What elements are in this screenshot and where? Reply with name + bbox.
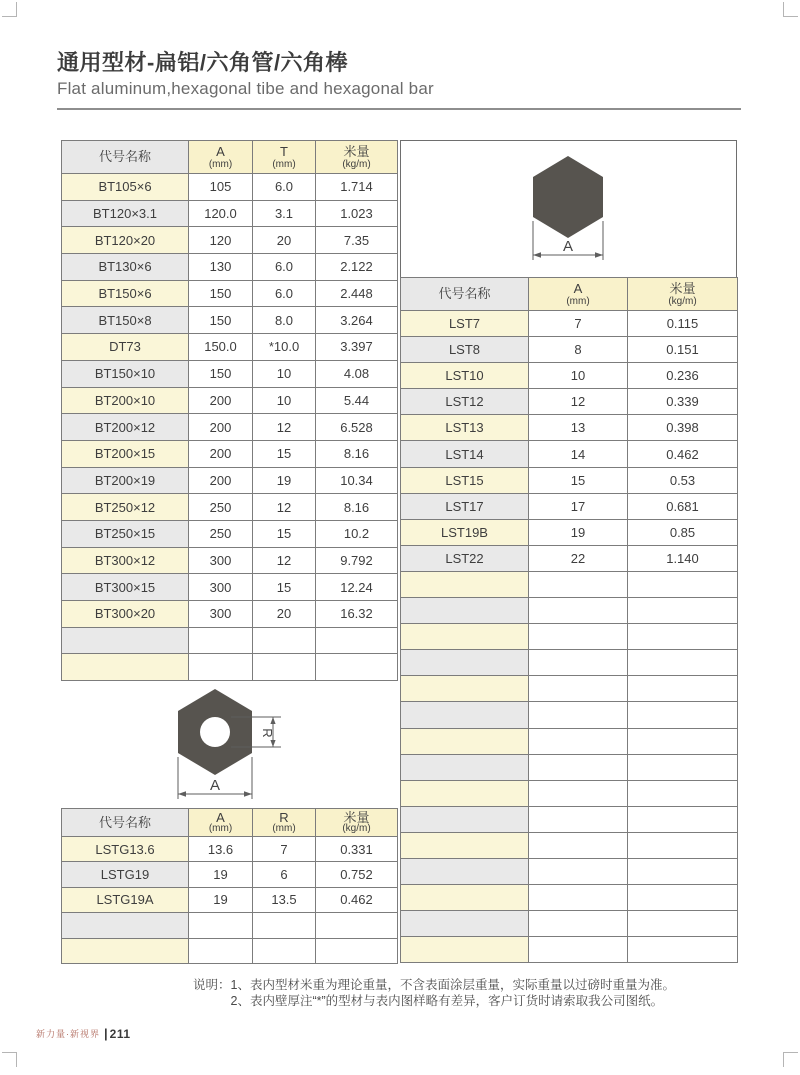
spec-value-cell — [628, 806, 738, 832]
spec-value-cell — [253, 938, 316, 963]
spec-value-cell: 15 — [253, 520, 316, 547]
spec-value-cell: 0.236 — [628, 363, 738, 389]
corner-mark-top-right — [783, 2, 798, 17]
spec-value-cell: 0.462 — [628, 441, 738, 467]
hexagon-bar-shape — [533, 156, 603, 238]
spec-value-cell: 19 — [189, 862, 253, 887]
spec-value-cell: *10.0 — [253, 334, 316, 361]
spec-value-cell — [628, 728, 738, 754]
spec-code-cell — [62, 913, 189, 938]
spec-value-cell: 19 — [189, 887, 253, 912]
hex-tube-diagram — [60, 682, 395, 806]
spec-value-cell — [316, 627, 398, 654]
column-header-a: A (mm) — [189, 809, 253, 837]
table-row — [401, 676, 738, 702]
spec-code-cell: LST10 — [401, 363, 529, 389]
spec-value-cell: 120.0 — [189, 200, 253, 227]
spec-code-cell: LST19B — [401, 519, 529, 545]
spec-code-cell — [401, 598, 529, 624]
spec-code-cell — [401, 676, 529, 702]
spec-value-cell — [189, 627, 253, 654]
spec-value-cell — [628, 885, 738, 911]
column-header-weight: 米量 (kg/m) — [628, 278, 738, 311]
spec-code-cell: LSTG13.6 — [62, 837, 189, 862]
column-header-code: 代号名称 — [62, 809, 189, 837]
spec-value-cell: 0.115 — [628, 311, 738, 337]
spec-value-cell — [628, 676, 738, 702]
table-row — [401, 467, 738, 493]
spec-code-cell: BT120×20 — [62, 227, 189, 254]
spec-code-cell — [62, 654, 189, 681]
spec-value-cell: 19 — [253, 467, 316, 494]
column-header-t: T (mm) — [253, 141, 316, 174]
spec-value-cell: 7 — [529, 311, 628, 337]
table-row — [401, 754, 738, 780]
spec-value-cell: 19 — [529, 519, 628, 545]
column-header-weight: 米量 (kg/m) — [316, 141, 398, 174]
spec-value-cell: 105 — [189, 174, 253, 201]
spec-value-cell: 200 — [189, 387, 253, 414]
spec-value-cell — [628, 937, 738, 963]
note-line-1: 1、表内型材米重为理论重量，不含表面涂层重量，实际重量以过磅时重量为准。 — [230, 978, 675, 992]
table-row — [62, 913, 398, 938]
table-row — [401, 702, 738, 728]
spec-code-cell: BT200×12 — [62, 414, 189, 441]
spec-value-cell — [529, 832, 628, 858]
spec-value-cell — [529, 598, 628, 624]
column-header-a: A (mm) — [529, 278, 628, 311]
spec-value-cell — [529, 754, 628, 780]
spec-value-cell: 15 — [529, 467, 628, 493]
column-header-r: R (mm) — [253, 809, 316, 837]
spec-value-cell: 300 — [189, 574, 253, 601]
table-row — [62, 467, 398, 494]
dimension-label-r: R — [260, 728, 275, 738]
spec-value-cell: 13.6 — [189, 837, 253, 862]
spec-value-cell: 15 — [253, 440, 316, 467]
table-row — [401, 519, 738, 545]
tube-hole — [200, 717, 230, 747]
spec-value-cell: 0.462 — [316, 887, 398, 912]
spec-code-cell: LSTG19 — [62, 862, 189, 887]
spec-code-cell: BT150×10 — [62, 360, 189, 387]
table-row — [62, 547, 398, 574]
table-row — [401, 911, 738, 937]
spec-value-cell: 22 — [529, 545, 628, 571]
spec-value-cell: 6.0 — [253, 280, 316, 307]
page-number: 211 — [109, 1026, 131, 1041]
spec-value-cell — [529, 780, 628, 806]
table-row — [401, 806, 738, 832]
table-row — [62, 601, 398, 628]
table-row — [62, 280, 398, 307]
table-row — [401, 858, 738, 884]
spec-value-cell: 10 — [253, 387, 316, 414]
spec-value-cell: 13.5 — [253, 887, 316, 912]
spec-value-cell — [529, 571, 628, 597]
spec-value-cell: 0.339 — [628, 389, 738, 415]
spec-value-cell — [316, 913, 398, 938]
spec-value-cell — [628, 832, 738, 858]
spec-value-cell — [628, 598, 738, 624]
notes-label: 说明： — [193, 978, 231, 992]
spec-value-cell: 200 — [189, 414, 253, 441]
spec-value-cell: 0.752 — [316, 862, 398, 887]
table-row — [62, 387, 398, 414]
spec-value-cell: 2.448 — [316, 280, 398, 307]
table-row — [62, 627, 398, 654]
spec-value-cell: 200 — [189, 467, 253, 494]
table-row — [401, 937, 738, 963]
spec-value-cell: 7.35 — [316, 227, 398, 254]
table-row — [62, 174, 398, 201]
table-row — [62, 254, 398, 281]
page-title: 通用型材-扁铝/六角管/六角棒 — [57, 50, 349, 75]
spec-value-cell — [628, 754, 738, 780]
spec-value-cell: 9.792 — [316, 547, 398, 574]
spec-code-cell: LSTG19A — [62, 887, 189, 912]
spec-value-cell: 8.0 — [253, 307, 316, 334]
spec-value-cell: 14 — [529, 441, 628, 467]
flat-aluminum-table — [61, 140, 398, 681]
spec-value-cell: 150 — [189, 307, 253, 334]
spec-value-cell: 12 — [529, 389, 628, 415]
spec-code-cell — [401, 702, 529, 728]
spec-code-cell: BT150×6 — [62, 280, 189, 307]
spec-value-cell — [189, 938, 253, 963]
column-header-a: A (mm) — [189, 141, 253, 174]
spec-value-cell: 0.151 — [628, 337, 738, 363]
spec-value-cell — [189, 913, 253, 938]
spec-value-cell — [628, 624, 738, 650]
spec-value-cell — [253, 913, 316, 938]
spec-value-cell: 1.140 — [628, 545, 738, 571]
column-header-code: 代号名称 — [401, 278, 529, 311]
table-row — [62, 440, 398, 467]
table-row — [62, 307, 398, 334]
column-header-weight: 米量 (kg/m) — [316, 809, 398, 837]
spec-value-cell — [529, 650, 628, 676]
spec-value-cell: 3.397 — [316, 334, 398, 361]
spec-code-cell: LST12 — [401, 389, 529, 415]
table-header-row — [62, 141, 398, 174]
table-row — [401, 885, 738, 911]
spec-code-cell — [401, 728, 529, 754]
spec-code-cell: LST22 — [401, 545, 529, 571]
spec-value-cell — [529, 885, 628, 911]
spec-code-cell: BT250×12 — [62, 494, 189, 521]
spec-value-cell: 6.0 — [253, 174, 316, 201]
spec-code-cell: BT200×19 — [62, 467, 189, 494]
hex-bar-diagram-box — [400, 140, 737, 277]
spec-value-cell — [253, 627, 316, 654]
spec-code-cell — [62, 938, 189, 963]
spec-value-cell: 4.08 — [316, 360, 398, 387]
spec-code-cell — [401, 780, 529, 806]
spec-value-cell: 0.681 — [628, 493, 738, 519]
spec-value-cell: 7 — [253, 837, 316, 862]
spec-value-cell — [316, 938, 398, 963]
spec-value-cell: 120 — [189, 227, 253, 254]
spec-value-cell: 0.53 — [628, 467, 738, 493]
spec-code-cell — [401, 650, 529, 676]
table-row — [401, 571, 738, 597]
spec-code-cell: DT73 — [62, 334, 189, 361]
column-header-code: 代号名称 — [62, 141, 189, 174]
spec-value-cell: 150 — [189, 360, 253, 387]
spec-code-cell: BT300×15 — [62, 574, 189, 601]
table-row — [62, 837, 398, 862]
page-footer — [36, 1026, 131, 1041]
page-subtitle: Flat aluminum,hexagonal tibe and hexagonal bar — [57, 79, 434, 98]
spec-code-cell: BT200×10 — [62, 387, 189, 414]
spec-code-cell: BT105×6 — [62, 174, 189, 201]
spec-value-cell: 16.32 — [316, 601, 398, 628]
spec-value-cell: 1.023 — [316, 200, 398, 227]
table-row — [62, 360, 398, 387]
spec-value-cell: 8 — [529, 337, 628, 363]
dimension-label-a: A — [562, 238, 574, 255]
spec-value-cell: 6.528 — [316, 414, 398, 441]
spec-value-cell — [529, 702, 628, 728]
spec-code-cell: LST14 — [401, 441, 529, 467]
table-row — [401, 311, 738, 337]
spec-code-cell: BT200×15 — [62, 440, 189, 467]
spec-code-cell: BT120×3.1 — [62, 200, 189, 227]
spec-value-cell: 13 — [529, 415, 628, 441]
table-row — [401, 441, 738, 467]
corner-mark-bottom-right — [783, 1052, 798, 1067]
table-header-row — [62, 809, 398, 837]
table-row — [62, 334, 398, 361]
spec-code-cell — [401, 832, 529, 858]
table-row — [401, 545, 738, 571]
spec-value-cell: 10 — [529, 363, 628, 389]
spec-value-cell: 3.264 — [316, 307, 398, 334]
spec-value-cell: 12 — [253, 494, 316, 521]
spec-value-cell: 0.331 — [316, 837, 398, 862]
table-row — [401, 650, 738, 676]
corner-mark-top-left — [2, 2, 17, 17]
corner-mark-bottom-left — [2, 1052, 17, 1067]
hex-tube-table — [61, 808, 398, 964]
spec-value-cell — [628, 702, 738, 728]
table-row — [62, 938, 398, 963]
dimension-label-a: A — [209, 777, 221, 794]
table-row — [62, 200, 398, 227]
spec-code-cell: LST7 — [401, 311, 529, 337]
spec-value-cell — [529, 858, 628, 884]
spec-value-cell — [529, 676, 628, 702]
spec-code-cell — [401, 911, 529, 937]
spec-value-cell: 1.714 — [316, 174, 398, 201]
spec-value-cell: 200 — [189, 440, 253, 467]
spec-value-cell — [316, 654, 398, 681]
spec-value-cell — [529, 911, 628, 937]
table-row — [62, 654, 398, 681]
table-row — [401, 363, 738, 389]
spec-value-cell: 250 — [189, 494, 253, 521]
spec-value-cell — [628, 650, 738, 676]
page-header — [57, 46, 741, 110]
table-row — [401, 337, 738, 363]
table-row — [62, 414, 398, 441]
spec-value-cell: 300 — [189, 601, 253, 628]
spec-code-cell — [401, 571, 529, 597]
table-row — [401, 389, 738, 415]
hex-bar-panel — [400, 140, 737, 963]
spec-code-cell: LST8 — [401, 337, 529, 363]
spec-code-cell — [401, 858, 529, 884]
spec-value-cell — [628, 911, 738, 937]
spec-code-cell — [62, 627, 189, 654]
table-row — [401, 493, 738, 519]
spec-code-cell: LST13 — [401, 415, 529, 441]
spec-value-cell: 12 — [253, 414, 316, 441]
spec-value-cell: 0.398 — [628, 415, 738, 441]
spec-value-cell: 250 — [189, 520, 253, 547]
table-row — [62, 227, 398, 254]
spec-value-cell: 20 — [253, 227, 316, 254]
table-row — [401, 598, 738, 624]
spec-value-cell — [529, 806, 628, 832]
hex-bar-table — [400, 277, 738, 963]
spec-value-cell: 12 — [253, 547, 316, 574]
spec-value-cell: 3.1 — [253, 200, 316, 227]
spec-code-cell: LST15 — [401, 467, 529, 493]
spec-value-cell: 10.34 — [316, 467, 398, 494]
spec-code-cell: BT300×20 — [62, 601, 189, 628]
spec-value-cell: 6 — [253, 862, 316, 887]
spec-code-cell: LST17 — [401, 493, 529, 519]
table-row — [62, 887, 398, 912]
spec-value-cell: 0.85 — [628, 519, 738, 545]
table-row — [401, 728, 738, 754]
table-row — [62, 520, 398, 547]
spec-code-cell: BT150×8 — [62, 307, 189, 334]
table-row — [401, 832, 738, 858]
spec-value-cell: 150.0 — [189, 334, 253, 361]
spec-value-cell: 10.2 — [316, 520, 398, 547]
spec-value-cell — [189, 654, 253, 681]
spec-value-cell — [529, 624, 628, 650]
spec-code-cell — [401, 624, 529, 650]
notes — [193, 977, 675, 1009]
table-row — [401, 624, 738, 650]
spec-value-cell: 8.16 — [316, 440, 398, 467]
table-row — [401, 415, 738, 441]
spec-code-cell — [401, 806, 529, 832]
table-row — [62, 862, 398, 887]
spec-value-cell: 15 — [253, 574, 316, 601]
spec-value-cell: 300 — [189, 547, 253, 574]
spec-value-cell: 12.24 — [316, 574, 398, 601]
table-row — [401, 780, 738, 806]
spec-code-cell: BT250×15 — [62, 520, 189, 547]
spec-value-cell: 130 — [189, 254, 253, 281]
spec-value-cell: 17 — [529, 493, 628, 519]
spec-code-cell: BT130×6 — [62, 254, 189, 281]
spec-value-cell: 5.44 — [316, 387, 398, 414]
spec-value-cell — [529, 937, 628, 963]
table-row — [62, 574, 398, 601]
spec-value-cell: 20 — [253, 601, 316, 628]
footer-divider: | — [104, 1026, 108, 1041]
spec-value-cell — [253, 654, 316, 681]
table-header-row — [401, 278, 738, 311]
hex-bar-diagram — [401, 141, 736, 276]
table-row — [62, 494, 398, 521]
spec-value-cell: 2.122 — [316, 254, 398, 281]
spec-code-cell: BT300×12 — [62, 547, 189, 574]
spec-value-cell — [628, 571, 738, 597]
spec-code-cell — [401, 754, 529, 780]
spec-value-cell — [529, 728, 628, 754]
spec-value-cell — [628, 780, 738, 806]
spec-code-cell — [401, 885, 529, 911]
spec-value-cell — [628, 858, 738, 884]
spec-value-cell: 10 — [253, 360, 316, 387]
footer-slogan: 新力量·新视界 — [36, 1029, 100, 1039]
spec-value-cell: 8.16 — [316, 494, 398, 521]
spec-value-cell: 6.0 — [253, 254, 316, 281]
spec-value-cell: 150 — [189, 280, 253, 307]
spec-code-cell — [401, 937, 529, 963]
note-line-2: 2、表内壁厚注“*”的型材与表内图样略有差异，客户订货时请索取我公司图纸。 — [230, 994, 664, 1008]
